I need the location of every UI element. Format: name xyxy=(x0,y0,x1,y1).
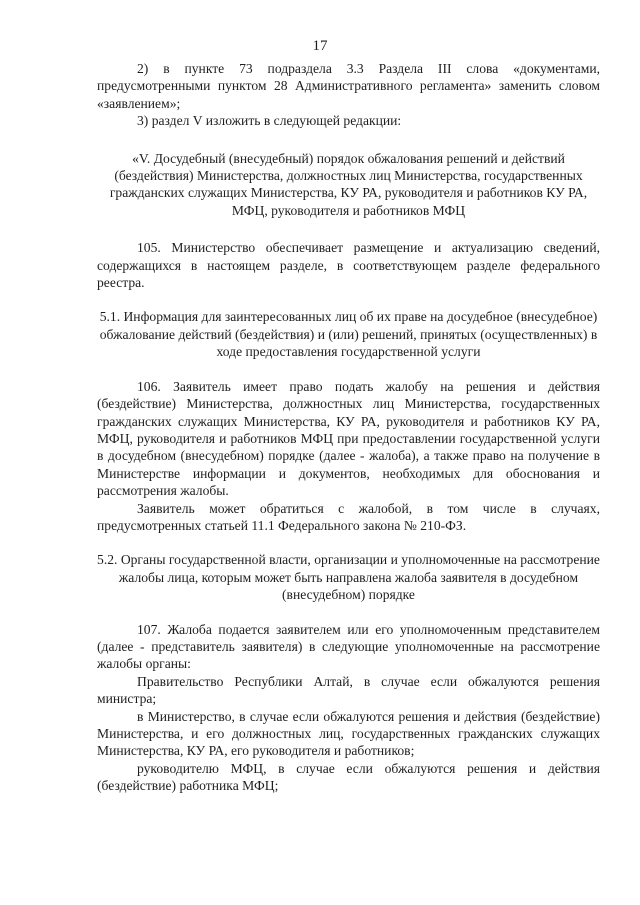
section-v-heading: «V. Досудебный (внесудебный) порядок обжалования решений и действий (бездействия) Министерства, должностных лиц Министерства, государственных гражданских служащих Министерства, КУ РА, руководителя и работников КУ РА, МФЦ, руководителя и работников МФЦ xyxy=(109,150,588,218)
page-number: 17 xyxy=(312,38,328,54)
paragraph-105: 105. Министерство обеспечивает размещение и актуализацию сведений, содержащихся в настоящем разделе, в соответствующем разделе федерального реестра. xyxy=(97,240,600,291)
subsection-5-2-heading: 5.2. Органы государственной власти, организации и уполномоченные на рассмотрение жалобы лица, которым может быть направлена жалоба заявителя в досудебном (внесудебном) порядке xyxy=(97,552,600,603)
paragraph-107-mfc: руководителю МФЦ, в случае если обжалуются решения и действия (бездействие) работника МФЦ; xyxy=(97,760,600,794)
paragraph-amendment-3: 3) раздел V изложить в следующей редакции: xyxy=(137,113,402,129)
paragraph-106-continued: Заявитель может обратиться с жалобой, в том числе в случаях, предусмотренных статьей 11.1 Федерального закона № 210-ФЗ. xyxy=(97,500,600,533)
paragraph-107-ministry: в Министерство, в случае если обжалуются решения и действия (бездействие) Министерства, и его должностных лиц, государственных гражданских служащих Министерства, КУ РА, его руководителя и работников; xyxy=(97,708,600,759)
paragraph-107-government: Правительство Республики Алтай, в случае если обжалуются решения министра; xyxy=(97,673,600,707)
paragraph-106: 106. Заявитель имеет право подать жалобу на решения и действия (бездействие) Министерства, должностных лиц Министерства, государственных гражданских служащих Министерства, КУ РА, руководителя и работников КУ РА, МФЦ, руководителя и работников МФЦ при предоставлении государственной услуги в досудебном (внесудебном) порядке (далее - жалоба), а также право на получение в Министерстве информации и документов, необходимых для обоснования и рассмотрения жалобы. xyxy=(97,378,600,499)
paragraph-amendment-2: 2) в пункте 73 подраздела 3.3 Раздела III слова «документами, предусмотренными пунктом 28 Административного регламента» заменить словом «заявлением»; xyxy=(97,61,600,111)
paragraph-107: 107. Жалоба подается заявителем или его уполномоченным представителем (далее - представитель заявителя) в следующие уполномоченные на рассмотрение жалобы органы: xyxy=(97,621,600,672)
subsection-5-1-heading: 5.1. Информация для заинтересованных лиц об их праве на досудебное (внесудебное) обжалование действий (бездействия) и (или) решений, принятых (осуществленных) в ходе предоставления государственной услуги xyxy=(99,309,598,360)
document-body xyxy=(97,60,600,795)
